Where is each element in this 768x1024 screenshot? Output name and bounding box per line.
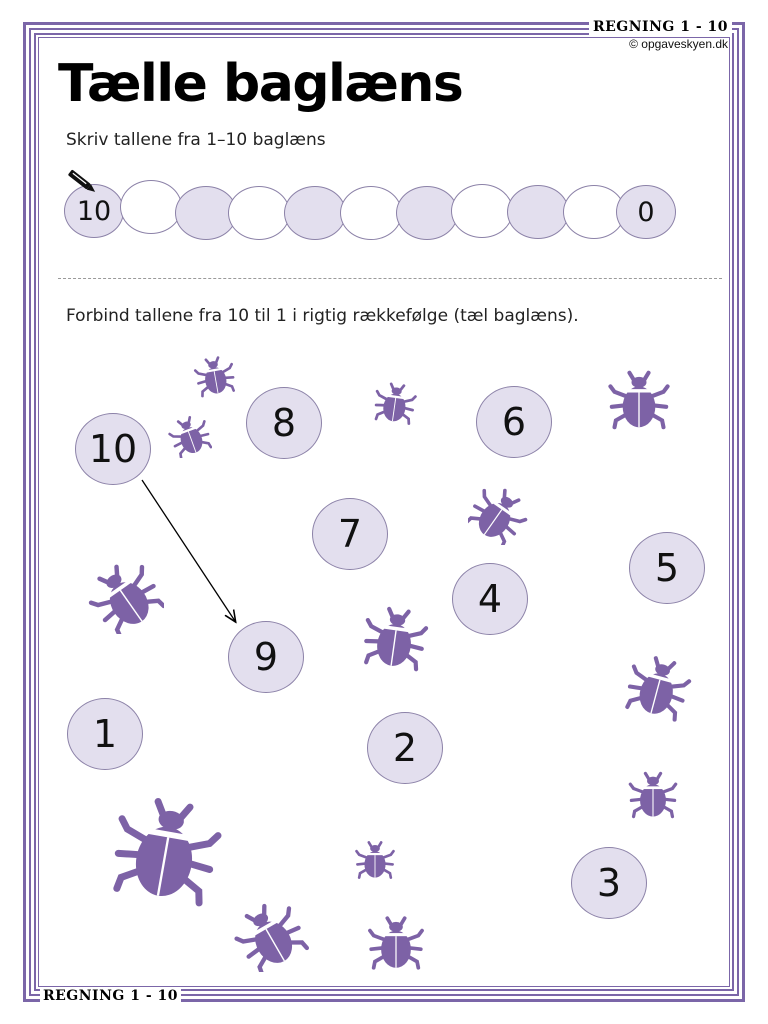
number-label: 8 [271,401,297,445]
beetle-icon [372,380,418,426]
copyright-text: © opgaveskyen.dk [629,37,728,51]
number-label: 1 [92,712,118,756]
beetle-icon [168,414,212,458]
number-label: 3 [596,861,622,905]
number-label: 6 [501,400,527,444]
number-circle-4[interactable] [452,563,528,635]
instruction-write-backwards: Skriv tallene fra 1–10 baglæns [66,130,326,150]
sequence-box-empty[interactable] [120,180,182,234]
sequence-box-empty[interactable] [396,186,458,240]
number-circle-6[interactable] [476,386,552,458]
number-label: 5 [654,546,680,590]
beetle-icon [108,790,224,910]
sequence-box-empty[interactable] [507,185,569,239]
section-divider [58,278,722,279]
number-label: 2 [392,726,418,770]
pencil-icon [64,166,102,200]
number-circle-10[interactable] [75,413,151,485]
number-circle-2[interactable] [367,712,443,784]
beetle-icon [605,366,673,434]
beetle-icon [365,912,427,974]
number-circle-3[interactable] [571,847,647,919]
beetle-icon [193,354,237,398]
number-label: 10 [88,427,138,471]
instruction-connect-numbers: Forbind tallene fra 10 til 1 i rigtig rækkefølge (tæl baglæns). [66,306,579,326]
beetle-icon [353,838,397,882]
beetle-icon [468,485,528,545]
number-label: 9 [253,635,279,679]
beetle-icon [624,652,692,722]
beetle-icon [230,900,310,972]
sequence-box-empty[interactable] [451,184,513,238]
number-circle-8[interactable] [246,387,322,459]
beetle-icon [360,602,430,674]
series-label-bottom: REGNING 1 - 10 [40,988,181,1004]
sequence-end-value: 0 [637,196,655,228]
sequence-box-empty[interactable] [228,186,290,240]
sequence-box-empty[interactable] [284,186,346,240]
sequence-box-empty[interactable] [340,186,402,240]
sequence-box-end [616,185,676,239]
number-circle-7[interactable] [312,498,388,570]
number-label: 4 [477,577,503,621]
number-circle-5[interactable] [629,532,705,604]
number-circle-9[interactable] [228,621,304,693]
series-label-top: REGNING 1 - 10 [589,19,732,35]
number-circle-1[interactable] [67,698,143,770]
number-label: 7 [337,512,363,556]
page-title: Tælle baglæns [58,54,463,114]
beetle-icon [626,768,680,822]
beetle-icon [86,560,164,634]
sequence-start-value: 10 [76,195,112,227]
